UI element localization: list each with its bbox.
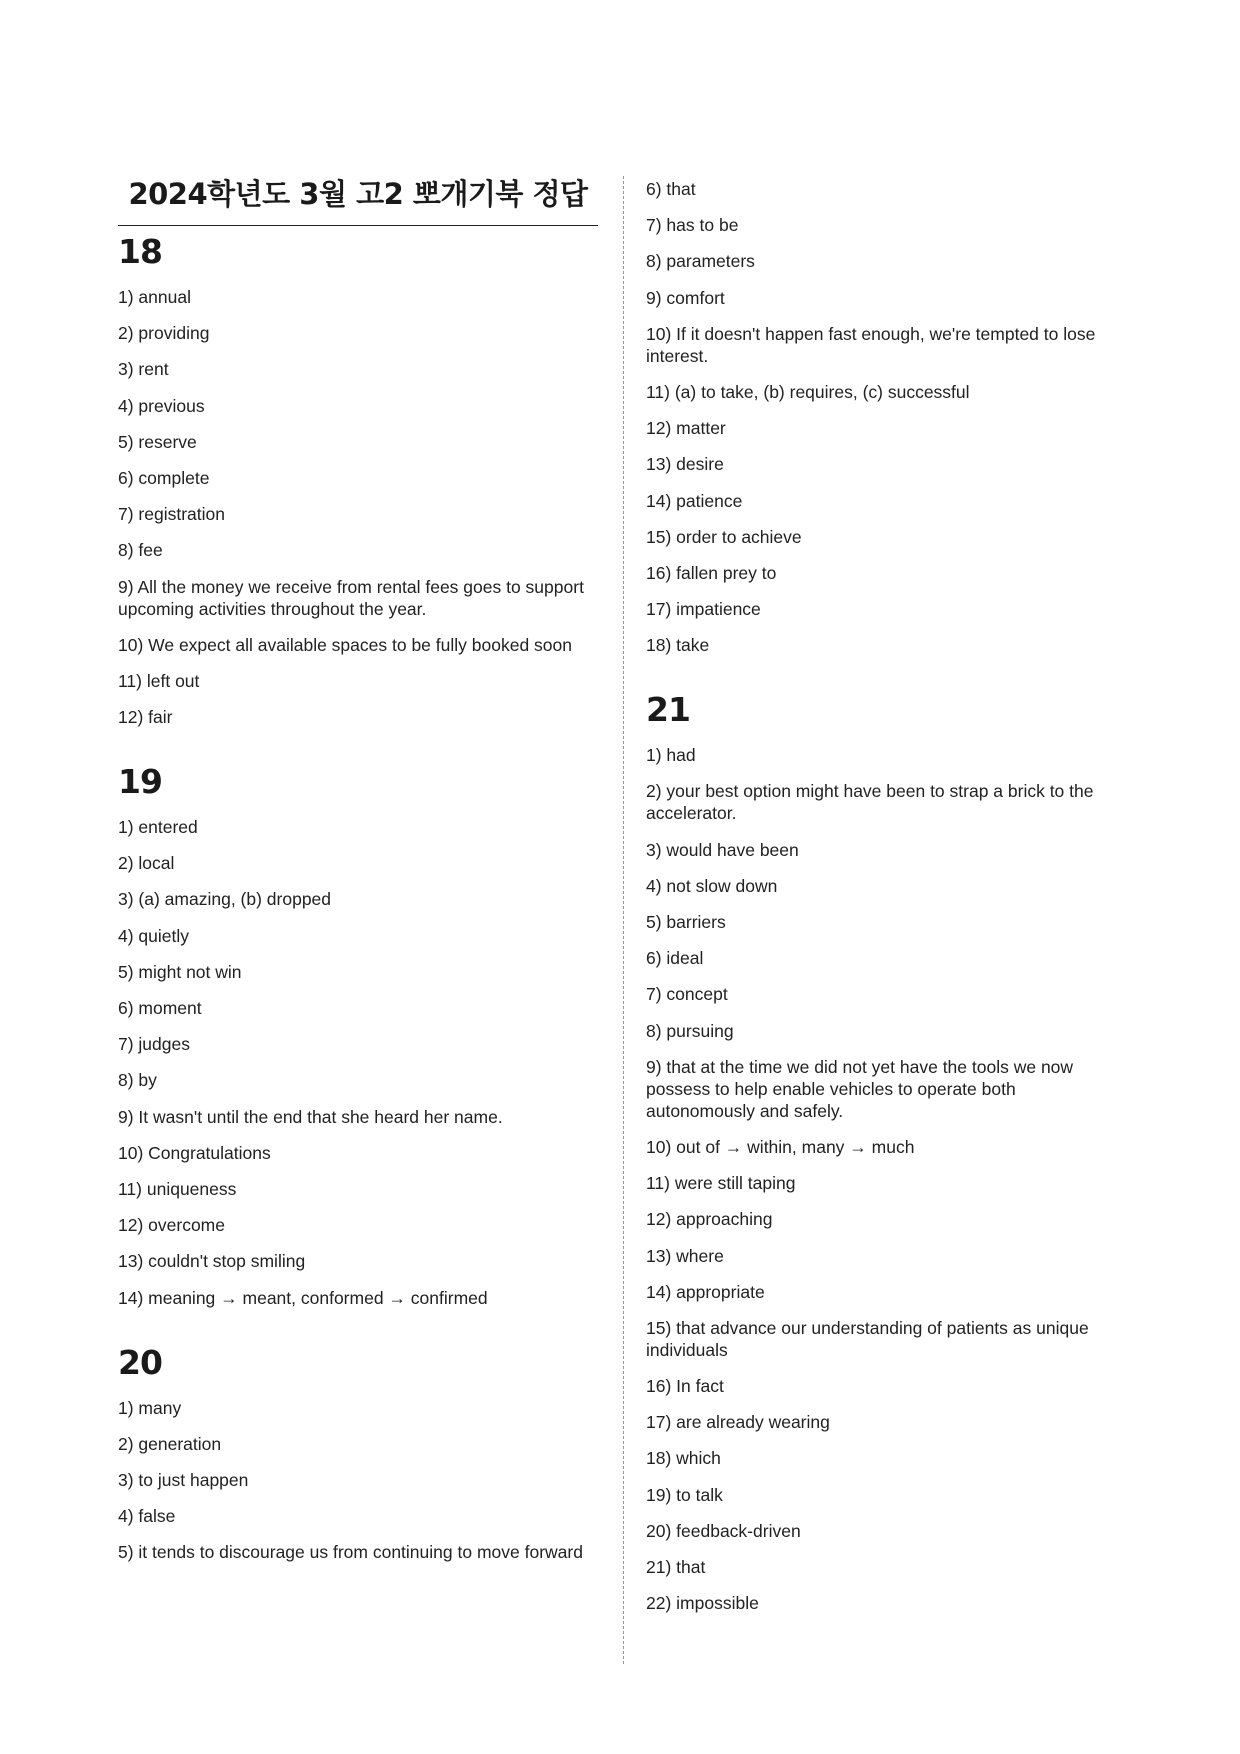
answer-item: 6) ideal bbox=[646, 948, 704, 969]
answer-item: 6) that bbox=[646, 179, 696, 199]
answer-item: 1) entered bbox=[118, 817, 198, 838]
answer-item: 21) that bbox=[646, 1557, 706, 1577]
answer-item: 6) moment bbox=[118, 998, 202, 1018]
answer-item: 17) impatience bbox=[646, 599, 761, 620]
answer-item: 13) desire bbox=[646, 454, 724, 475]
answer-item: 11) were still taping bbox=[646, 1173, 796, 1194]
answer-item: 13) couldn't stop smiling bbox=[118, 1251, 306, 1272]
answer-item: 15) that advance our understanding of patients as unique individuals bbox=[646, 1317, 1089, 1360]
answer-item: 5) it tends to discourage us from continuing to move forward bbox=[118, 1542, 583, 1563]
answer-item: 15) order to achieve bbox=[646, 526, 802, 547]
answer-item: 3) rent bbox=[118, 359, 169, 380]
answer-item: 16) fallen prey to bbox=[646, 562, 777, 583]
answer-section bbox=[118, 762, 598, 1308]
answer-item: 13) where bbox=[646, 1245, 724, 1266]
answer-item: 18) take bbox=[646, 635, 710, 656]
answer-item: 16) In fact bbox=[646, 1376, 724, 1397]
answer-item: 7) registration bbox=[118, 504, 225, 525]
answer-item: 20) feedback-driven bbox=[646, 1520, 801, 1541]
answer-section bbox=[118, 232, 598, 728]
answer-item: 10) We expect all available spaces to be fully booked soon bbox=[118, 634, 572, 655]
answer-item: 9) that at the time we did not yet have the tools we now possess to help enable vehicles to operate both autonomously and safely. bbox=[646, 1056, 1074, 1121]
answer-item: 12) fair bbox=[118, 707, 173, 728]
answer-item: 12) approaching bbox=[646, 1209, 773, 1230]
answer-item: 14) patience bbox=[646, 490, 743, 511]
answer-item: 14) meaning → meant, conformed → confirmed bbox=[118, 1287, 488, 1308]
answer-item: 17) are already wearing bbox=[646, 1412, 830, 1433]
answer-item: 1) many bbox=[118, 1397, 182, 1418]
answer-item: 3) would have been bbox=[646, 839, 799, 860]
section-number-18: 18 bbox=[118, 232, 162, 271]
answer-item: 5) reserve bbox=[118, 431, 197, 452]
answer-item: 5) might not win bbox=[118, 961, 242, 982]
answer-item: 12) overcome bbox=[118, 1215, 225, 1236]
answer-item: 3) to just happen bbox=[118, 1469, 249, 1490]
column-divider bbox=[623, 176, 624, 1664]
answer-item: 12) matter bbox=[646, 418, 726, 439]
answer-item: 4) false bbox=[118, 1506, 176, 1527]
answer-item: 8) fee bbox=[118, 540, 163, 561]
answer-item: 10) out of → within, many → much bbox=[646, 1136, 915, 1157]
answer-item: 22) impossible bbox=[646, 1593, 759, 1614]
answer-item: 10) Congratulations bbox=[118, 1142, 271, 1163]
answer-item: 6) complete bbox=[118, 467, 210, 488]
section-number-19: 19 bbox=[118, 762, 162, 802]
answer-section bbox=[118, 1343, 598, 1564]
answer-item: 1) annual bbox=[118, 287, 191, 307]
section-number-20: 20 bbox=[118, 1342, 162, 1382]
answer-item: 2) providing bbox=[118, 323, 210, 344]
answer-item: 2) local bbox=[118, 853, 175, 874]
section-continuation bbox=[646, 178, 1126, 656]
section-number-21: 21 bbox=[646, 690, 690, 730]
answer-item: 18) which bbox=[646, 1448, 721, 1469]
answer-item: 9) comfort bbox=[646, 287, 725, 308]
right-column bbox=[646, 178, 1126, 1628]
answer-item: 2) your best option might have been to strap a brick to the accelerator. bbox=[646, 781, 1094, 824]
answer-item: 4) previous bbox=[118, 395, 205, 416]
answer-item: 2) generation bbox=[118, 1433, 222, 1454]
answer-item: 9) It wasn't until the end that she heard her name. bbox=[118, 1106, 503, 1127]
answer-item: 11) (a) to take, (b) requires, (c) successful bbox=[646, 381, 970, 402]
answer-item: 8) by bbox=[118, 1070, 157, 1091]
answer-item: 7) judges bbox=[118, 1034, 190, 1055]
answer-item: 3) (a) amazing, (b) dropped bbox=[118, 889, 332, 910]
answer-item: 5) barriers bbox=[646, 912, 726, 932]
answer-section bbox=[646, 690, 1126, 1614]
answer-item: 7) concept bbox=[646, 984, 728, 1005]
answer-item: 11) left out bbox=[118, 670, 200, 691]
answer-item: 7) has to be bbox=[646, 215, 739, 236]
answer-item: 11) uniqueness bbox=[118, 1178, 237, 1199]
answer-item: 19) to talk bbox=[646, 1484, 723, 1505]
answer-item: 8) pursuing bbox=[646, 1020, 734, 1041]
answer-item: 9) All the money we receive from rental fees goes to support upcoming activities throughout the year. bbox=[118, 576, 584, 619]
left-column bbox=[118, 168, 598, 1577]
answer-item: 10) If it doesn't happen fast enough, we're tempted to lose interest. bbox=[646, 323, 1096, 366]
answer-item: 14) appropriate bbox=[646, 1281, 765, 1302]
answer-item: 8) parameters bbox=[646, 251, 755, 272]
answer-item: 4) not slow down bbox=[646, 875, 778, 896]
answer-item: 4) quietly bbox=[118, 925, 190, 946]
answer-item: 1) had bbox=[646, 745, 696, 766]
page-title: 2024학년도 3월 고2 뽀개기북 정답 bbox=[118, 168, 598, 226]
